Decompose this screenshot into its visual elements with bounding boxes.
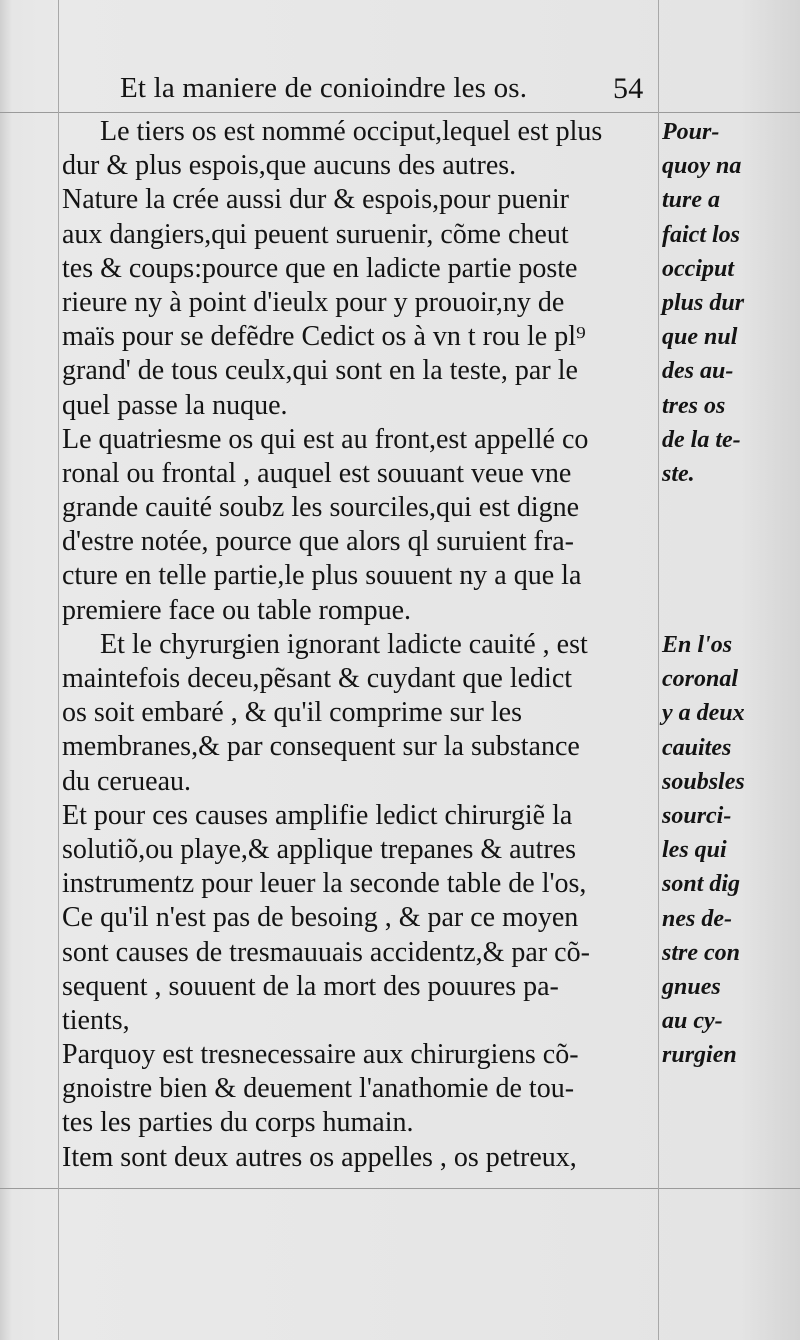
text-line: cture en telle partie,le plus souuent ny a que la xyxy=(62,560,582,592)
text-line: Item sont deux autres os appelles , os petreux, xyxy=(62,1141,577,1173)
margin-note-line: y a deux xyxy=(662,700,745,727)
text-line: ronal ou frontal , auquel est souuant veue vne xyxy=(62,457,572,489)
margin-note-line: tres os xyxy=(662,392,726,419)
margin-note-line: au cy- xyxy=(662,1008,723,1035)
text-line: Ce qu'il n'est pas de besoing , & par ce moyen xyxy=(62,902,579,934)
margin-note-line: gnues xyxy=(662,973,721,1000)
margin-note-line: ture a xyxy=(662,187,721,214)
text-line: grand' de tous ceulx,qui sont en la teste, par le xyxy=(62,355,578,387)
text-line: quel passe la nuque. xyxy=(62,389,288,421)
text-column-rule xyxy=(658,0,659,1340)
margin-note-line: En l'os xyxy=(662,632,733,658)
margin-note-line: plus dur xyxy=(662,289,745,316)
header-rule xyxy=(0,112,800,113)
margin-note-line: occiput xyxy=(662,255,734,282)
margin-note-coronal xyxy=(662,628,794,1072)
margin-note-line: quoy na xyxy=(662,153,742,180)
text-line: tes & coups:pource que en ladicte partie poste xyxy=(62,252,578,284)
text-line: os soit embaré , & qu'il comprime sur les xyxy=(62,697,522,729)
text-line: Et pour ces causes amplifie ledict chirurgiẽ la xyxy=(62,799,573,831)
margin-note-line: cauites xyxy=(662,734,732,761)
margin-note-occiput xyxy=(662,115,794,491)
text-line: gnoistre bien & deuement l'anathomie de tou- xyxy=(62,1073,575,1105)
margin-note-line: les qui xyxy=(662,837,727,864)
main-text xyxy=(62,115,657,1175)
margin-note-line: Pour- xyxy=(662,119,720,145)
left-margin-rule xyxy=(58,0,59,1340)
running-title: Et la maniere de conioindre les os. xyxy=(120,72,528,104)
margin-note-line: ste. xyxy=(662,460,695,487)
text-line: Et le chyrurgien ignorant ladicte cauité , est xyxy=(100,628,588,660)
text-line: sequent , souuent de la mort des pouures pa- xyxy=(62,970,559,1002)
text-line: aux dangiers,qui peuent suruenir, cõme cheut xyxy=(62,218,569,250)
page-number: 54 xyxy=(613,72,644,105)
margin-note-line: sont dig xyxy=(662,871,741,898)
margin-note-line: nes de- xyxy=(662,905,732,932)
text-line: maïs pour se defẽdre Cedict os à vn t rou le pl⁹ xyxy=(62,321,586,353)
margin-note-line: soubsles xyxy=(662,768,745,795)
margin-note-line: coronal xyxy=(662,666,739,693)
text-line: maintefois deceu,pẽsant & cuydant que ledict xyxy=(62,663,573,694)
margin-note-line: de la te- xyxy=(662,426,741,453)
margin-note-line: des au- xyxy=(662,358,734,385)
text-line: Parquoy est tresnecessaire aux chirurgiens cõ- xyxy=(62,1039,579,1071)
margin-note-line: faict los xyxy=(662,221,740,248)
text-line: Nature la crée aussi dur & espois,pour puenir xyxy=(62,184,569,216)
margin-note-line: rurgien xyxy=(662,1042,737,1069)
text-line: grande cauité soubz les sourciles,qui est digne xyxy=(62,492,580,524)
text-line: du cerueau. xyxy=(62,765,192,797)
text-line: premiere face ou table rompue. xyxy=(62,594,412,626)
text-line: rieure ny à point d'ieulx pour y prouoir,ny de xyxy=(62,286,565,318)
text-line: sont causes de tresmauuais accidentz,& par cõ- xyxy=(62,936,590,968)
footer-rule xyxy=(0,1188,800,1189)
text-line: solutiõ,ou playe,& applique trepanes & autres xyxy=(62,833,576,865)
text-line: instrumentz pour leuer la seconde table de l'os, xyxy=(62,868,587,900)
margin-note-line: sourci- xyxy=(662,802,732,829)
text-line: membranes,& par consequent sur la substance xyxy=(62,731,580,763)
text-line: Le quatriesme os qui est au front,est appellé co xyxy=(62,423,589,455)
margin-note-line: que nul xyxy=(662,324,738,351)
margin-note-line: stre con xyxy=(662,939,740,966)
text-line: dur & plus espois,que aucuns des autres. xyxy=(62,150,517,182)
text-line: d'estre notée, pource que alors ql suruient fra- xyxy=(62,526,574,558)
text-line: tes les parties du corps humain. xyxy=(62,1107,414,1139)
text-line: tients, xyxy=(62,1004,130,1036)
text-line: Le tiers os est nommé occiput,lequel est plus xyxy=(100,116,603,147)
